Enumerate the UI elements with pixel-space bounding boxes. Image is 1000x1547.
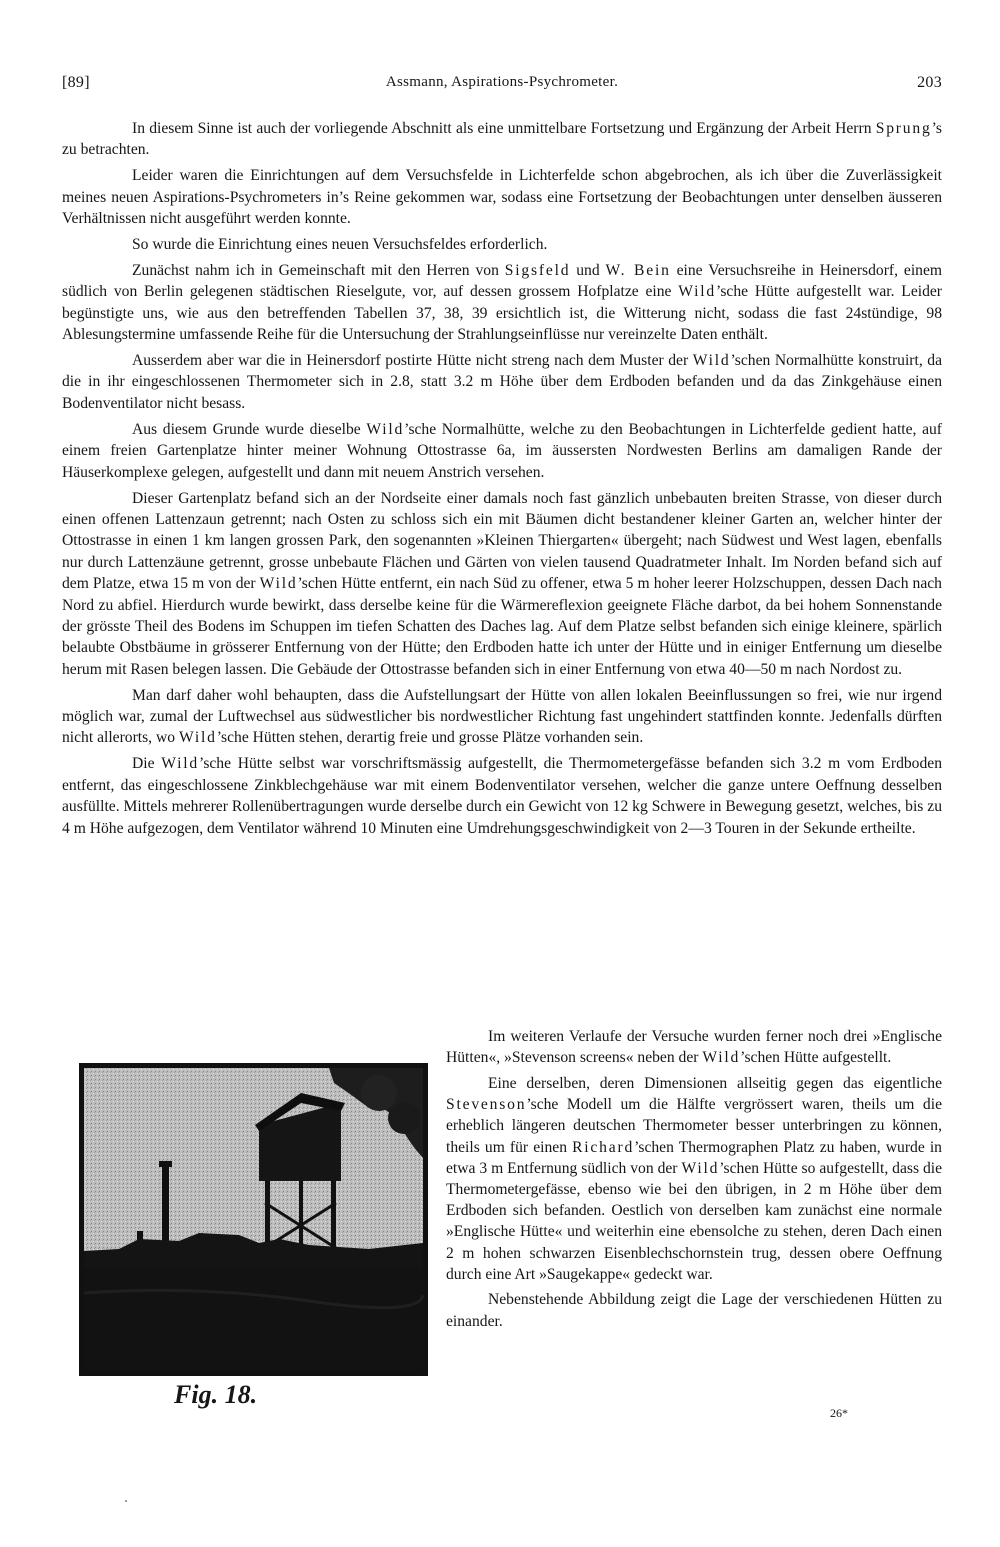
running-header [62,74,942,98]
page-ref: [89] [62,74,90,91]
main-text [62,118,942,844]
paragraph: Man darf daher wohl behaupten, dass die Aufstellungsart der Hütte von allen lokalen Beeinflussungen so frei, wie nur irgend möglich war, zumal der Luftwechsel aus südwestlicher bis nordwestlicher Richtung fast ungehindert stattfinden konnte. Jedenfalls dürften nicht allerorts, wo Wild’sche Hütten stehen, derartig freie und grosse Plätze vorhanden sein. [62,686,942,747]
paragraph: Leider waren die Einrichtungen auf dem Versuchsfelde in Lichterfelde schon abgebrochen, als ich über die Zuverlässigkeit meines neuen Aspirations-Psychrometers in’s Reine gekommen war, sodass eine Fortsetzung der Beobachtungen unter denselben äusseren Verhältnissen nicht ausgeführt werden konnte. [62,167,942,228]
paragraph: Nebenstehende Abbildung zeigt die Lage der verschiedenen Hütten zu einander. [446,1291,942,1330]
page-number: 203 [917,74,942,91]
figure-photo [79,1063,428,1376]
signature-mark: 26* [830,1406,848,1420]
side-column-text [446,1026,942,1336]
paragraph: Dieser Gartenplatz befand sich an der Nordseite einer damals noch fast gänzlich unbebauten breiten Strasse, von dieser durch einen offenen Lattenzaun getrennt; nach Osten zu schloss sich ein mit Bäumen dicht bestandener kleiner Garten an, welcher hinter der Ottostrasse in einen 1 km langen grossen Park, den sogenannten »Kleinen Thiergarten« übergeht; nach Südwest und West lagen, ebenfalls nur durch Lattenzäune getrennt, grosse unbebaute Flächen und Gärten von vielen tausend Quadratmeter Inhalt. Im Norden befand sich auf dem Platze, etwa 15 m von der Wild’schen Hütte entfernt, ein nach Süd zu offener, etwa 5 m hoher leerer Holzschuppen, dessen Dach nach Nord zu abfiel. Hierdurch wurde bewirkt, dass derselbe keine für die Wärmereflexion geeignete Fläche darbot, da bei hohem Sonnenstande der grösste Theil des Bodens im Schuppen im tiefen Schatten des Daches lag. Auf dem Platze selbst befanden sich einige kleinere, spärlich belaubte Obstbäume in grösserer Entfernung von der Hütte; den Erdboden hatte ich unter der Hütte und in einiger Entfernung um dieselbe herum mit Rasen belegen lassen. Die Gebäude der Ottostrasse befanden sich in einer Entfernung von etwa 40—50 m nach Nordost zu. [62,489,942,678]
paragraph: In diesem Sinne ist auch der vorliegende Abschnitt als eine unmittelbare Fortsetzung und Ergänzung der Arbeit Herrn Sprung’s zu betrachten. [62,120,942,159]
paragraph: Die Wild’sche Hütte selbst war vorschriftsmässig aufgestellt, die Thermometergefässe befanden sich 3.2 m vom Erdboden entfernt, das eingeschlossene Zinkblechgehäuse war mit einem Bodenventilator versehen, welcher die ganze untere Oeffnung desselben ausfüllte. Mittels mehrerer Rollenübertragungen wurde derselbe durch ein Gewicht von 12 kg Schwere in Bewegung gesetzt, welches, bis zu 4 m Höhe aufgezogen, dem Ventilator während 10 Minuten eine Umdrehungsgeschwindigkeit von 2—3 Touren in der Sekunde ertheilte. [62,755,942,837]
paragraph: Ausserdem aber war die in Heinersdorf postirte Hütte nicht streng nach dem Muster der Wild’schen Normalhütte konstruirt, da die in ihr eingeschlossenen Thermometer sich in 2.8, statt 3.2 m Höhe über dem Erdboden befanden und da das Zinkgehäuse einen Bodenventilator nicht besass. [62,352,942,412]
paragraph: Zunächst nahm ich in Gemeinschaft mit den Herren von Sigsfeld und W. Bein eine Versuchsreihe in Heinersdorf, einem südlich von Berlin gelegenen städtischen Rieselgute, vor, auf dessen grossem Hofplatze eine Wild’sche Hütte aufgestellt war. Leider begünstigte uns, wie aus den betreffenden Tabellen 37, 38, 39 ersichtlich ist, die Witterung nicht, sodass die fast 24stündige, 98 Ablesungstermine umfassende Reihe für die Untersuchung der Strahlungseinflüsse nur vereinzelte Daten enthält. [62,261,943,344]
huts-photograph [79,1063,428,1376]
paragraph: Aus diesem Grunde wurde dieselbe Wild’sche Normalhütte, welche zu den Beobachtungen in Lichterfelde gedient hatte, auf einem freien Gartenplatze hinter meiner Wohnung Ottostrasse 6a, im äussersten Nordwesten Berlins am damaligen Rande der Häuserkomplexe gelegen, aufgestellt und dann mit neuem Anstrich versehen. [62,420,942,481]
paragraph: Eine derselben, deren Dimensionen allseitig gegen das eigentliche Stevenson’sche Modell um die Hälfte vergrössert waren, theils um die erheblich längeren deutschen Thermometer besser unterbringen zu können, theils um für einen Richard’schen Thermographen Platz zu haben, wurde in etwa 3 m Entfernung südlich von der Wild’schen Hütte so aufgestellt, dass die Thermometergefässe, ebenso wie bei den übrigen, in 2 m Höhe über dem Erdboden sich befanden. Oestlich von derselben kam zunächst eine normale »Englische Hütte« und weiterhin eine ebensolche zu stehen, deren Dach einen 2 m hohen schwarzen Eisenblechschornstein trug, dessen obere Oeffnung durch eine Art »Saugekappe« gedeckt war. [446,1074,942,1283]
scan-speck [125,1500,127,1502]
figure-caption: Fig. 18. [174,1380,258,1409]
paragraph: So wurde die Einrichtung eines neuen Versuchsfeldes erforderlich. [132,236,548,254]
paragraph: Im weiteren Verlaufe der Versuche wurden ferner noch drei »Englische Hütten«, »Stevenson screens« neben der Wild’schen Hütte aufgestellt. [446,1028,942,1067]
running-title: Assmann, Aspirations-Psychrometer. [385,74,619,90]
